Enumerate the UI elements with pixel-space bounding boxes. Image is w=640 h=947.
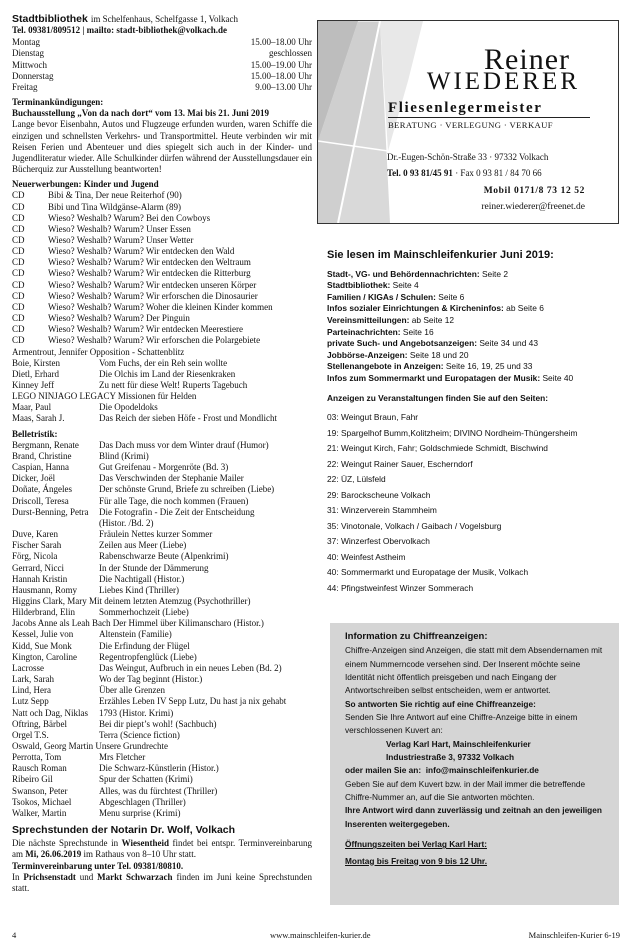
list-item-title: Vom Fuchs, der ein Reh sein wollte — [99, 357, 228, 368]
list-item-author: CD — [12, 234, 25, 245]
list-item-author: Lacrosse — [12, 662, 44, 673]
list-item-title: Wieso? Weshalb? Warum? Wir entdecken die Ritterburg — [48, 268, 251, 279]
list-item-author: Lutz Sepp — [12, 696, 49, 707]
fiction-item — [12, 607, 312, 618]
children-item — [12, 235, 312, 246]
list-item-title: Regentropfenglück (Liebe) — [99, 651, 197, 662]
event-item: 22: ÜZ, Lülsfeld — [327, 474, 386, 485]
list-item-title: Das Dach muss vor dem Winter drauf (Humor) — [99, 439, 269, 450]
contents-item — [327, 350, 627, 362]
chiffre-text-bold: Ihre Antwort wird dann zuverlässig und zeitnah an den jeweiligen Inserenten weitergegeben. — [345, 805, 602, 829]
fiction-item — [12, 440, 312, 451]
children-item — [12, 324, 312, 335]
hours-day: Mittwoch — [12, 59, 47, 70]
list-item-author: Dicker, Joël — [12, 473, 56, 484]
list-item-author: Fischer Sarah — [12, 540, 62, 551]
contents-item — [327, 315, 627, 327]
contents-item — [327, 292, 627, 304]
chiffre-text: Geben Sie auf dem Kuvert bzw. in der Mail immer die betreffende Chiffre-Nummer an, auf die Sie antworten möchten. — [345, 778, 586, 803]
list-item-title: Zu nett für diese Welt! Ruperts Tagebuch — [99, 380, 248, 390]
list-item-author: CD — [12, 301, 25, 312]
list-item-author: CD — [12, 257, 25, 268]
contents-item-page: Seite 4 — [392, 280, 419, 291]
chiffre-address-line: Industriestraße 3, 97332 Volkach — [386, 752, 515, 763]
list-item-title: Rabenschwarze Beute (Alpenkrimi) — [99, 551, 229, 562]
library-column — [12, 14, 312, 894]
list-item-title: Gut Greifenau - Morgenröte (Bd. 3) — [99, 462, 229, 473]
fiction-item — [12, 484, 312, 495]
list-item-author: CD — [12, 190, 25, 201]
list-item-title: Wieso? Weshalb? Warum? Wir entdecken den Weltraum — [48, 257, 251, 268]
contents-title: Sie lesen im Mainschleifenkurier Juni 2019: — [327, 249, 554, 261]
library-header — [12, 14, 312, 25]
event-item: 22: Weingut Rainer Sauer, Escherndorf — [327, 458, 473, 469]
notary-text: und — [75, 871, 98, 882]
fiction-item — [12, 786, 312, 797]
opening-hours — [12, 37, 312, 93]
fiction-item — [12, 529, 312, 540]
contents-item-page: Seite 34 und 43 — [479, 338, 539, 349]
fiction-item — [12, 540, 312, 551]
list-item-title: Altenstein (Familie) — [99, 629, 172, 640]
contents-item-label: Stadt-, VG- und Behördennachrichten: — [327, 268, 480, 279]
fiction-item — [12, 674, 312, 685]
ad-trade: Fliesenlegermeister — [388, 100, 543, 116]
children-item — [12, 213, 312, 224]
library-name: Stadtbibliothek — [12, 13, 88, 25]
contents-item-page: Seite 16 — [402, 326, 434, 337]
hours-time: 15.00–19.00 Uhr — [250, 59, 312, 70]
notary-text: findet bei entspr. Terminvereinbarung am — [12, 838, 312, 860]
list-item-title: Erzähles Leben IV Sepp Lutz, Du hast ja nix gehabt — [99, 696, 287, 707]
chiffre-email-line — [345, 764, 609, 777]
exhibition-title: Buchausstellung „Von da nach dort“ vom 13. Mai bis 21. Juni 2019 — [12, 108, 269, 119]
notary-place: Markt Schwarzach — [97, 871, 173, 882]
list-item-author: CD — [12, 201, 25, 212]
list-item-title: Wieso? Weshalb? Warum? Wir erforschen die Polargebiete — [48, 335, 261, 346]
fiction-item — [12, 473, 312, 484]
fiction-item — [12, 696, 312, 707]
notary-place: Wiesentheid — [121, 838, 169, 849]
list-item-author: Lind, Hera — [12, 685, 51, 696]
fiction-item — [12, 618, 312, 629]
list-item-title: Bei dir piept’s wohl! (Sachbuch) — [99, 718, 217, 729]
list-item-title: Das Reich der sieben Höfe - Frost und Mondlicht — [99, 413, 277, 424]
list-item-author: CD — [12, 324, 25, 335]
list-item-title: Wieso? Weshalb? Warum? Wir entdecken den Wald — [48, 246, 235, 257]
children-item — [12, 280, 312, 291]
list-item-title: Zeilen aus Meer (Liebe) — [99, 540, 187, 551]
list-item-title: Das Verschwinden der Stephanie Mailer — [99, 473, 244, 484]
list-item-title: Menu surprise (Krimi) — [99, 807, 181, 818]
chiffre-text: Chiffre-Anzeigen sind Anzeigen, die statt mit dem Absendernamen mit einem Nummerncode versehen sind. Der Inserent möchte seine Identität nicht öffentlich preisgeben und nach Eingang der Antwortschreiben selbst entscheiden, wem er antwortet. — [345, 645, 603, 696]
ad-last-name: WIEDERER — [426, 68, 580, 95]
list-item-title: Die Fotografin - Die Zeit der Entscheidung — [99, 506, 255, 517]
tiler-advertisement — [317, 20, 619, 224]
ad-email: reiner.wiederer@freenet.de — [481, 202, 585, 212]
chiffre-email-prefix: oder mailen Sie an: — [345, 765, 422, 776]
list-item-author: Driscoll, Teresa — [12, 495, 69, 506]
children-item — [12, 302, 312, 313]
ad-phone — [387, 168, 542, 178]
list-item-title: Mrs Fletcher — [99, 752, 146, 763]
new-acquisitions-children-title: Neuerwerbungen: Kinder und Jugend — [12, 179, 159, 190]
notary-text: finden im Juni keine Sprechstunden statt. — [12, 871, 312, 893]
list-item-author: Ribeiro Gil — [12, 774, 53, 785]
fiction-item — [12, 563, 312, 574]
children-item — [12, 291, 312, 302]
list-item-author: Förg, Nicola — [12, 551, 58, 562]
exhibition-text: Lange bevor Eisenbahn, Autos und Flugzeuge erfunden wurden, waren Schiffe die einzigen und schnellsten Verkehrs- und Transportmittel. Heute verbinden wir mit Reisen Ferien und Abenteuer und dies spiegelt sich auch in der Kinder- und Jugendliteratur wieder. Alle Schulkinder dürfen während der Ausstellungsdauer ein Bücherquiz zur Ausstellung beantworten! — [12, 119, 312, 175]
fiction-item — [12, 652, 312, 663]
children-item — [12, 413, 312, 424]
announcements-title: Terminankündigungen: — [12, 97, 104, 108]
event-item: 21: Weingut Kirch, Fahr; Goldschmiede Schmidt, Bischwind — [327, 443, 548, 454]
list-item-text: Oswald, Georg Martin Unsere Grundrechte — [12, 741, 169, 751]
list-item-title: Die Olchis im Land der Riesenkraken — [99, 368, 236, 379]
event-item: 40: Sommermarkt und Europatage der Musik, Volkach — [327, 567, 529, 578]
fiction-item — [12, 507, 312, 518]
list-item-title: Sommerhochzeit (Liebe) — [99, 607, 189, 618]
list-item-author: Perrotta, Tom — [12, 752, 62, 763]
list-item-title: Abgeschlagen (Thriller) — [99, 796, 186, 807]
list-item-author: Caspian, Hanna — [12, 462, 69, 473]
children-item — [12, 391, 312, 402]
contents-item-label: Infos sozialer Einrichtungen & Kircheninfos: — [327, 303, 504, 314]
notary-title: Sprechstunden der Notarin Dr. Wolf, Volkach — [12, 824, 236, 837]
chiffre-title: Information zu Chiffreanzeigen: — [345, 631, 488, 642]
hours-row — [12, 48, 312, 59]
contents-item-label: Stadtbibliothek: — [327, 280, 391, 291]
list-item-author: Lark, Sarah — [12, 674, 54, 685]
ad-mobile: Mobil 0171/8 73 12 52 — [483, 186, 585, 196]
event-item: 19: Spargelhof Bumm,Kolitzheim; DIVINO Nordheim-Thüngersheim — [327, 427, 578, 438]
event-item: 29: Barockscheune Volkach — [327, 489, 431, 500]
fiction-item — [12, 585, 312, 596]
list-item-author: Walker, Martin — [12, 807, 67, 818]
list-item-author: Hannah Kristin — [12, 573, 68, 584]
children-item — [12, 313, 312, 324]
hours-day: Donnerstag — [12, 70, 54, 81]
contents-list — [327, 269, 627, 385]
children-item — [12, 190, 312, 201]
fiction-item — [12, 808, 312, 819]
list-item-author: Swanson, Peter — [12, 785, 68, 796]
children-item — [12, 369, 312, 380]
chiffre-info-box — [330, 623, 619, 905]
fiction-item — [12, 719, 312, 730]
fiction-item — [12, 741, 312, 752]
list-item-title: Wieso? Weshalb? Warum? Bei den Cowboys — [48, 212, 211, 223]
contents-item-page: Seite 18 und 20 — [409, 349, 469, 360]
list-item-author: Boie, Kirsten — [12, 357, 60, 368]
fiction-item — [12, 551, 312, 562]
list-item-author: CD — [12, 246, 25, 257]
list-item-author: CD — [12, 335, 25, 346]
list-item-author: Gerrard, Nicci — [12, 562, 64, 573]
list-item-author: Doñate, Ángeles — [12, 484, 72, 495]
list-item-author — [12, 518, 99, 529]
ad-services: BERATUNG · VERLEGUNG · VERKAUF — [388, 120, 553, 130]
list-item-title: Für alle Tage, die noch kommen (Frauen) — [99, 495, 249, 506]
list-item-title: Wieso? Weshalb? Warum? Unser Wetter — [48, 234, 194, 245]
list-item-text: LEGO NINJAGO LEGACY Missionen für Helden — [12, 391, 197, 402]
list-item-author: Rausch Roman — [12, 763, 67, 774]
ad-tel: Tel. 0 93 81/45 91 — [387, 168, 453, 178]
list-item-text: Jacobs Anne als Leah Bach Der Himmel über Kilimanscharo (Histor.) — [12, 618, 264, 629]
list-item-title: Die Schwarz-Künstlerin (Histor.) — [99, 763, 219, 774]
footer-url[interactable]: www.mainschleifen-kurier.de — [270, 930, 371, 940]
children-item — [12, 402, 312, 413]
fiction-item — [12, 518, 312, 529]
list-item-title: Die Opodeldoks — [99, 402, 158, 413]
fiction-item — [12, 663, 312, 674]
chiffre-hours: Montag bis Freitag von 9 bis 12 Uhr. — [345, 855, 487, 866]
contents-item-page: Seite 40 — [542, 372, 574, 383]
event-item: 35: Vinotonale, Volkach / Gaibach / Vogelsburg — [327, 520, 502, 531]
hours-day: Freitag — [12, 81, 38, 92]
list-item-title: Blind (Krimi) — [99, 450, 149, 461]
fiction-item — [12, 451, 312, 462]
list-item-title: Wo der Tag beginnt (Histor.) — [99, 674, 203, 685]
contents-item — [327, 373, 627, 385]
list-item-title: Das Weingut, Aufbruch in ein neues Leben (Bd. 2) — [99, 662, 282, 673]
fiction-item — [12, 685, 312, 696]
library-contact: Tel. 09381/809512 | mailto: stadt-bibliothek@volkach.de — [12, 25, 228, 36]
contents-item — [327, 303, 627, 315]
notary-paragraph-3 — [12, 872, 312, 894]
list-item-author: Brand, Christine — [12, 450, 72, 461]
list-item-author: Maas, Sarah J. — [12, 413, 65, 424]
list-item-author: Oftring, Bärbel — [12, 718, 67, 729]
children-item — [12, 335, 312, 346]
fiction-item — [12, 641, 312, 652]
fiction-list — [12, 440, 312, 819]
list-item-title: Die Nachtigall (Histor.) — [99, 573, 185, 584]
hours-row — [12, 60, 312, 71]
notary-text: im Rathaus von 8–10 Uhr statt. — [81, 849, 196, 860]
list-item-author: Bergmann, Renate — [12, 439, 79, 450]
list-item-author: Kessel, Julie von — [12, 629, 74, 640]
ad-divider — [388, 117, 590, 118]
contents-item-page: ab Seite 6 — [506, 303, 544, 314]
fiction-item — [12, 752, 312, 763]
fiction-title: Belletristik: — [12, 428, 58, 439]
list-item-author: Maar, Paul — [12, 402, 52, 413]
event-item: 40: Weinfest Astheim — [327, 551, 406, 562]
list-item-author: CD — [12, 313, 25, 324]
list-item-title: Wieso? Weshalb? Warum? Woher die kleinen Kinder kommen — [48, 301, 273, 312]
list-item-title: Wieso? Weshalb? Warum? Der Pinguin — [48, 313, 190, 324]
list-item-author: Durst-Benning, Petra — [12, 506, 89, 517]
notary-place: Prichsenstadt — [23, 871, 76, 882]
list-item-text: Armentrout, Jennifer Opposition - Schattenblitz — [12, 346, 185, 357]
list-item-title: 1793 (Histor. Krimi) — [99, 707, 174, 718]
list-item-author: CD — [12, 290, 25, 301]
contents-item — [327, 269, 627, 281]
event-item: 03: Weingut Braun, Fahr — [327, 412, 419, 423]
list-item-author: Tsokos, Michael — [12, 796, 72, 807]
list-item-author: Kington, Caroline — [12, 651, 77, 662]
ad-fax: · Fax 0 93 81 / 84 70 66 — [455, 168, 542, 178]
list-item-title: Bibi und Tina Wildgänse-Alarm (89) — [48, 201, 181, 212]
list-item-author: CD — [12, 279, 25, 290]
contents-item-label: Infos zum Sommermarkt und Europatagen der Musik: — [327, 372, 541, 383]
event-item: 37: Winzerfest Obervolkach — [327, 536, 430, 547]
contents-item-label: Vereinsmitteilungen: — [327, 314, 410, 325]
events-list — [327, 410, 627, 596]
children-item — [12, 257, 312, 268]
fiction-item — [12, 708, 312, 719]
list-item-author: CD — [12, 212, 25, 223]
children-list — [12, 190, 312, 346]
list-item-title: Bibi & Tina, Der neue Reiterhof (90) — [48, 190, 182, 201]
list-item-author: CD — [12, 268, 25, 279]
fiction-item — [12, 774, 312, 785]
ad-first-name: Reiner — [484, 43, 570, 76]
hours-time: 9.00–13.00 Uhr — [255, 81, 312, 92]
hours-time: 15.00–18.00 Uhr — [250, 70, 312, 81]
list-item-title: Der schönste Grund, Briefe zu schreiben (Liebe) — [99, 484, 275, 495]
list-item-title: Spur der Schatten (Krimi) — [99, 774, 193, 785]
spacer — [345, 831, 609, 838]
chiffre-address-line: Verlag Karl Hart, Mainschleifenkurier — [386, 738, 531, 749]
list-item-title: Über alle Grenzen — [99, 685, 165, 696]
contents-item-label: private Such- und Angebotsanzeigen: — [327, 338, 477, 349]
fiction-item — [12, 763, 312, 774]
chiffre-hours-title: Öffnungszeiten bei Verlag Karl Hart: — [345, 839, 487, 850]
list-item-author: Natt och Dag, Niklas — [12, 707, 88, 718]
list-item-author: Hilderbrand, Elin — [12, 607, 75, 618]
children-item — [12, 347, 312, 358]
list-item-author: Kinney Jeff — [12, 380, 55, 390]
notary-text: Die nächste Sprechstunde in — [12, 838, 122, 849]
list-item-title: Wieso? Weshalb? Warum? Wir entdecken unseren Körper — [48, 279, 257, 290]
notary-date: Mi, 26.06.2019 — [25, 849, 82, 860]
contents-item-page: ab Seite 12 — [411, 314, 455, 325]
hours-time: 15.00–18.00 Uhr — [250, 37, 312, 48]
contents-item-label: Familien / KIGAs / Schulen: — [327, 291, 436, 302]
list-item-text: Higgins Clark, Mary Mit deinem letzten Atemzug (Psychothriller) — [12, 595, 251, 606]
page-number: 4 — [12, 930, 17, 940]
chiffre-email-link[interactable]: info@mainschleifenkurier.de — [425, 765, 539, 776]
contents-item — [327, 338, 627, 350]
ad-address: Dr.-Eugen-Schön-Straße 33 · 97332 Volkach — [387, 152, 549, 162]
children-item — [12, 224, 312, 235]
issue-contents — [327, 250, 627, 596]
chiffre-text: Senden Sie Ihre Antwort auf eine Chiffre-Anzeige bitte in einem verschlossenen Kuvert an: — [345, 712, 578, 736]
notary-paragraph-1 — [12, 838, 312, 860]
list-item-author: CD — [12, 223, 25, 234]
list-item-author: Kidd, Sue Monk — [12, 640, 72, 651]
children-item — [12, 246, 312, 257]
list-item-title: In der Stunde der Dämmerung — [99, 562, 209, 573]
fiction-item — [12, 797, 312, 808]
hours-day: Montag — [12, 37, 40, 48]
footer-issue: Mainschleifen-Kurier 6-19 — [528, 930, 620, 940]
list-item-author: Hausmann, Romy — [12, 584, 77, 595]
list-item-title: Terra (Science fiction) — [99, 729, 180, 740]
contents-item-page: Seite 16, 19, 25 und 33 — [445, 361, 533, 372]
fiction-item — [12, 596, 312, 607]
contents-item-label: Stellenangebote in Anzeigen: — [327, 361, 444, 372]
list-item-title: Wieso? Weshalb? Warum? Wir entdecken Meerestiere — [48, 324, 243, 335]
children-item — [12, 202, 312, 213]
hours-day: Dienstag — [12, 48, 44, 59]
library-location: im Schelfenhaus, Schelfgasse 1, Volkach — [90, 14, 238, 24]
list-item-author: Duve, Karen — [12, 529, 58, 540]
list-item-title: Wieso? Weshalb? Warum? Wir erforschen die Dinosaurier — [48, 290, 258, 301]
hours-row — [12, 82, 312, 93]
children-item — [12, 268, 312, 279]
list-item-author: Dietl, Erhard — [12, 368, 59, 379]
children-extra-list — [12, 347, 312, 425]
contents-item-page: Seite 6 — [438, 291, 465, 302]
contents-item — [327, 280, 627, 292]
events-title: Anzeigen zu Veranstaltungen finden Sie auf den Seiten: — [327, 392, 549, 403]
notary-phone: Terminvereinbarung unter Tel. 09381/80810. — [12, 860, 184, 871]
list-item-title: (Histor. /Bd. 2) — [99, 517, 154, 528]
list-item-title: Fräulein Nettes kurzer Sommer — [99, 529, 213, 540]
children-item — [12, 380, 312, 391]
list-item-title: Alles, was du fürchtest (Thriller) — [99, 785, 218, 796]
notary-text: In — [12, 871, 24, 882]
contents-item-label: Parteinachrichten: — [327, 326, 401, 337]
hours-time: geschlossen — [269, 48, 312, 59]
list-item-title: Wieso? Weshalb? Warum? Unser Essen — [48, 223, 191, 234]
hours-row — [12, 71, 312, 82]
contents-item-label: Jobbörse-Anzeigen: — [327, 349, 408, 360]
hours-row — [12, 37, 312, 48]
contents-item — [327, 327, 627, 339]
contents-item — [327, 361, 627, 373]
list-item-author: Orgel T.S. — [12, 729, 49, 740]
fiction-item — [12, 574, 312, 585]
event-item: 31: Winzerverein Stammheim — [327, 505, 437, 516]
fiction-item — [12, 629, 312, 640]
list-item-title: Die Erfindung der Flügel — [99, 640, 190, 651]
fiction-item — [12, 496, 312, 507]
contents-item-page: Seite 2 — [481, 268, 509, 279]
list-item-title: Liebes Kind (Thriller) — [99, 584, 179, 595]
children-item — [12, 358, 312, 369]
fiction-item — [12, 730, 312, 741]
chiffre-howto: So antworten Sie richtig auf eine Chiffreanzeige: — [345, 698, 536, 709]
event-item: 44: Pfingstweinfest Winzer Sommerach — [327, 582, 474, 593]
fiction-item — [12, 462, 312, 473]
